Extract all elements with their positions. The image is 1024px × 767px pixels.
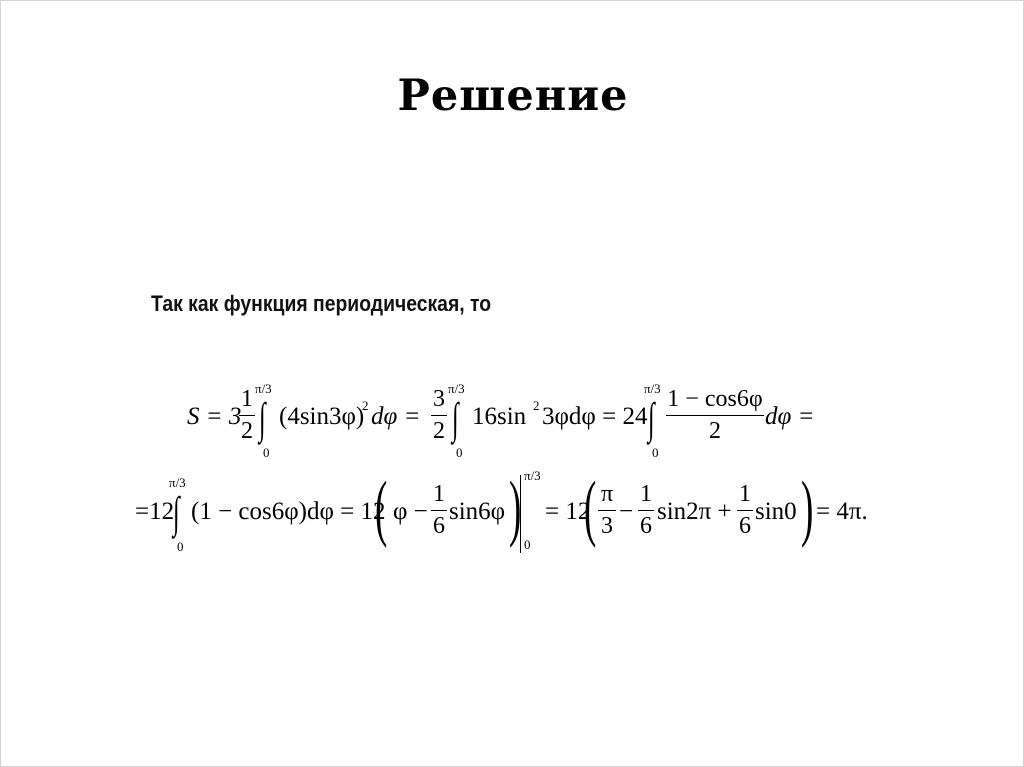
power-2b: 2: [533, 398, 540, 413]
right-paren-2: ): [801, 467, 814, 549]
fraction-pi-3: π 3: [598, 481, 616, 540]
sin0: sin0: [755, 498, 797, 525]
integral-3-upper: π/3: [644, 381, 661, 396]
term-16sin: 16sin: [472, 403, 527, 430]
integral-3-lower: 0: [652, 445, 659, 460]
right-paren-1: ): [509, 467, 522, 549]
result-4pi: = 4π.: [816, 498, 868, 525]
fraction-1-2: 1 2: [241, 386, 253, 444]
dphi-eq-2: dφ =: [765, 403, 815, 430]
integral-3-sign: ∫: [648, 394, 655, 443]
term-1-cos6phi: (1 − cos6φ)dφ = 12: [191, 498, 386, 525]
integral-1-upper: π/3: [255, 381, 272, 396]
fraction-1-6-b: 1 6: [640, 481, 652, 539]
integral-1-sign: ∫: [259, 394, 266, 443]
evaluation-bar: [520, 475, 521, 553]
eval-upper: π/3: [524, 468, 541, 483]
sin6phi: sin6φ: [449, 498, 506, 525]
fraction-1-6-a: 1 6: [433, 481, 445, 539]
fraction-3-2: 3 2: [433, 386, 445, 444]
minus-sign: −: [619, 498, 634, 525]
intro-text: Так как функция периодическая, то: [151, 291, 492, 316]
integral-4-lower: 0: [177, 539, 184, 554]
integral-2-lower: 0: [456, 445, 463, 460]
integral-2-upper: π/3: [448, 381, 465, 396]
s-equals: S = 3: [187, 403, 242, 430]
fraction-1-cos6phi-2: 1 − cos6φ 2: [667, 386, 763, 444]
integral-4-sign: ∫: [173, 488, 180, 537]
dphi-eq-1: dφ =: [371, 403, 421, 430]
eq-12: =12: [135, 498, 175, 525]
slide-title: Решение: [397, 71, 629, 121]
eval-lower: 0: [524, 537, 531, 552]
left-paren-2: (: [584, 467, 597, 549]
term-3phi-dphi-24: 3φdφ = 24: [542, 403, 648, 430]
fraction-1-6-c: 1 6: [739, 481, 751, 539]
integral-1-lower: 0: [263, 445, 270, 460]
term-4sin3phi: (4sin3φ): [279, 403, 365, 430]
power-2: 2: [362, 398, 369, 413]
integral-4-upper: π/3: [169, 475, 186, 490]
left-paren-1: (: [375, 467, 388, 549]
sin2pi-plus: sin2π +: [657, 498, 732, 525]
eq-12-b: = 12: [545, 498, 591, 525]
phi-minus: φ −: [393, 498, 428, 525]
integral-2-sign: ∫: [452, 394, 459, 443]
